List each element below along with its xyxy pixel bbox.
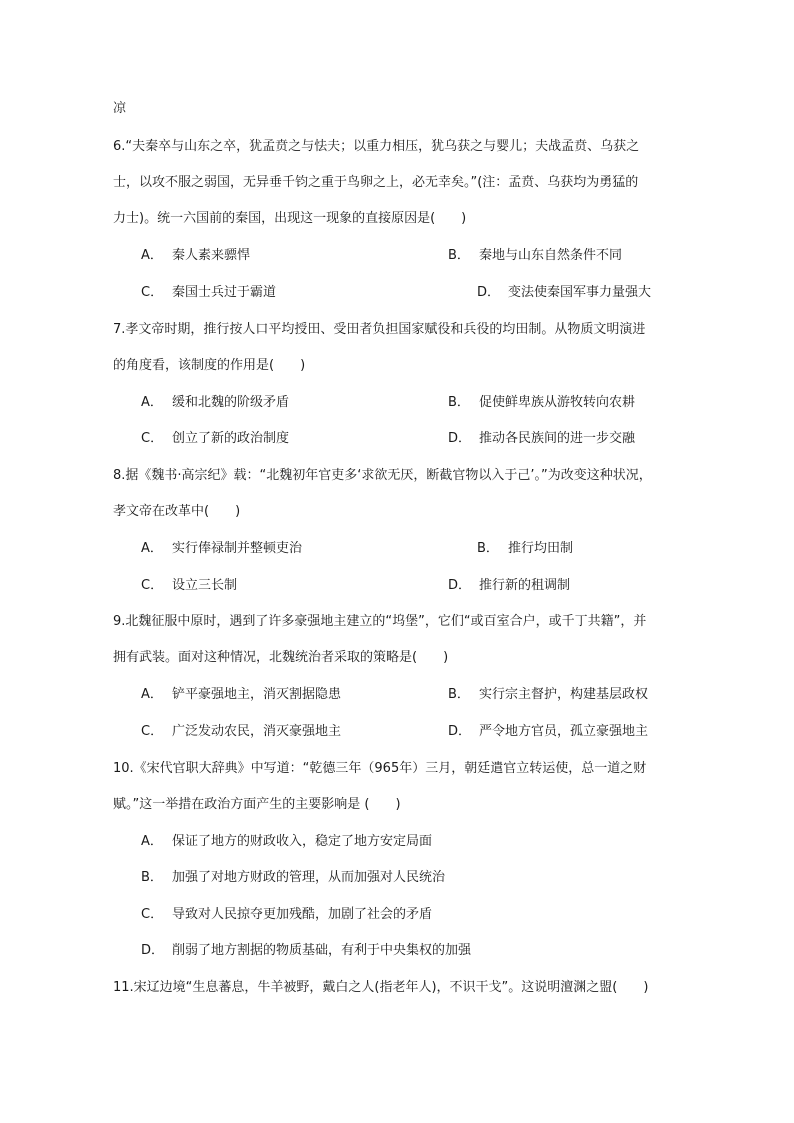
continuation-text: 凉 <box>113 101 127 116</box>
question-6-line-1: 6.“夫秦卒与山东之卒，犹孟贲之与怯夫；以重力相压，犹乌获之与婴儿；夫战孟贲、乌获之 <box>113 139 640 154</box>
q6-option-b: B． 秦地与山东自然条件不同 <box>448 248 623 263</box>
q9-option-a: A． 铲平豪强地主，消灭割据隐患 <box>141 687 342 702</box>
q10-option-d: D． 削弱了地方割据的物质基础，有利于中央集权的加强 <box>141 943 472 958</box>
q6-option-c: C． 秦国士兵过于霸道 <box>141 285 277 300</box>
q10-option-a: A． 保证了地方的财政收入，稳定了地方安定局面 <box>141 834 433 849</box>
question-7-line-2: 的角度看，该制度的作用是( ) <box>113 358 306 373</box>
question-9-line-1: 9.北魏征服中原时，遇到了许多豪强地主建立的“坞堡”，它们“或百室合户，或千丁共籍”，并 <box>113 614 647 629</box>
question-6-line-3: 力士)。统一六国前的秦国，出现这一现象的直接原因是( ) <box>113 211 467 226</box>
q9-option-b: B． 实行宗主督护，构建基层政权 <box>448 687 649 702</box>
question-11-line-1: 11.宋辽边境“生息蕃息，牛羊被野，戴白之人(指老年人)，不识干戈”。这说明澶渊之盟( ) <box>113 980 649 995</box>
q10-option-c: C． 导致对人民掠夺更加残酷，加剧了社会的矛盾 <box>141 907 433 922</box>
question-7-line-1: 7.孝文帝时期，推行按人口平均授田、受田者负担国家赋役和兵役的均田制。从物质文明演进 <box>113 322 646 337</box>
q8-option-c: C． 设立三长制 <box>141 578 238 593</box>
question-6-line-2: 士，以攻不服之弱国，无异垂千钧之重于鸟卵之上，必无幸矣。”(注：孟贲、乌获均为勇猛的 <box>113 175 639 190</box>
q9-option-d: D． 严令地方官员，孤立豪强地主 <box>448 724 649 739</box>
q8-option-a: A． 实行俸禄制并整顿吏治 <box>141 541 303 556</box>
question-8-line-2: 孝文帝在改革中( ) <box>113 504 241 519</box>
q7-option-a: A． 缓和北魏的阶级矛盾 <box>141 395 290 410</box>
q7-option-b: B． 促使鲜卑族从游牧转向农耕 <box>448 395 636 410</box>
q7-option-c: C． 创立了新的政治制度 <box>141 431 290 446</box>
q6-option-d: D． 变法使秦国军事力量强大 <box>477 285 652 300</box>
q10-option-b: B． 加强了对地方财政的管理，从而加强对人民统治 <box>141 870 446 885</box>
q9-option-c: C． 广泛发动农民，消灭豪强地主 <box>141 724 342 739</box>
q6-option-a: A． 秦人素来骠悍 <box>141 248 251 263</box>
q8-option-b: B． 推行均田制 <box>477 541 574 556</box>
q7-option-d: D． 推动各民族间的进一步交融 <box>448 431 636 446</box>
q8-option-d: D． 推行新的租调制 <box>448 578 571 593</box>
question-8-line-1: 8.据《魏书·高宗纪》载：“北魏初年官吏多‘求欲无厌，断截官物以入于己’。”为改变这种状况， <box>113 468 652 483</box>
question-10-line-2: 赋。”这一举措在政治方面产生的主要影响是 ( ) <box>113 797 401 812</box>
question-9-line-2: 拥有武装。面对这种情况，北魏统治者采取的策略是( ) <box>113 650 449 665</box>
question-10-line-1: 10.《宋代官职大辞典》中写道：“乾德三年（965年）三月，朝廷遣官立转运使，总一道之财 <box>113 761 647 776</box>
